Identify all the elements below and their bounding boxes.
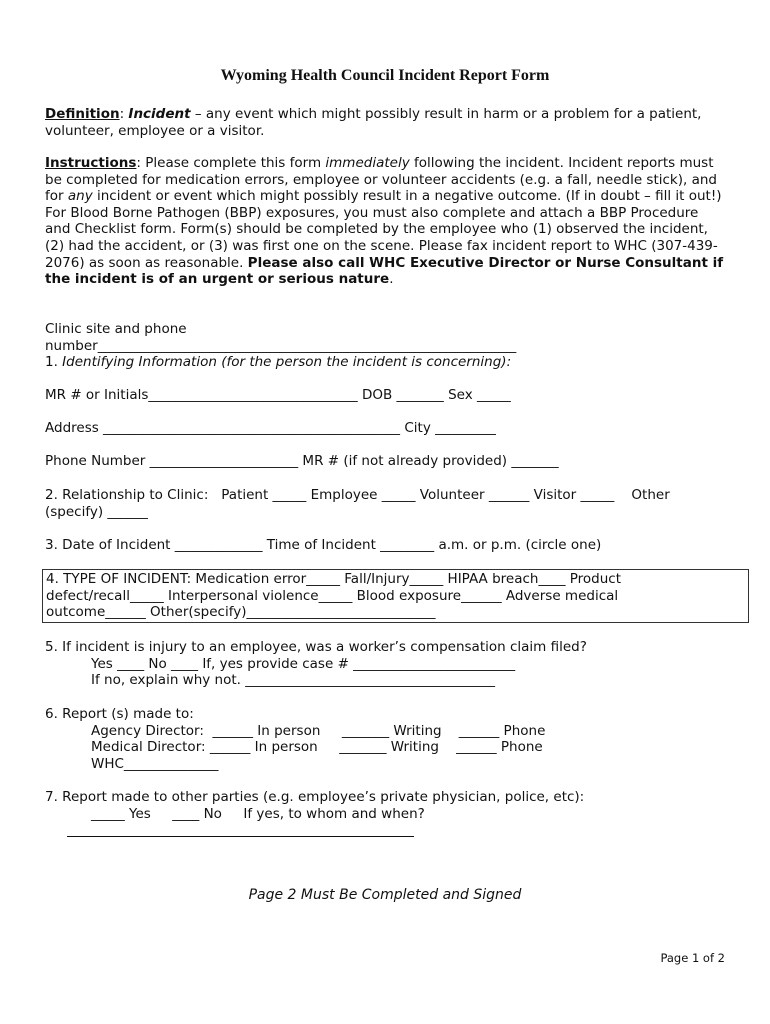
workers-comp-case-field[interactable]: Yes ____ No ____ If, yes provide case # ________________________: [91, 655, 516, 672]
instructions-block: [45, 155, 725, 288]
definition-term: Incident: [128, 106, 191, 122]
relationship-specify[interactable]: (specify) ______: [45, 503, 148, 520]
definition-block: Definition: Incident – any event which might possibly result in harm or a problem for a patient, volunteer, employee or a visitor.: [45, 106, 702, 139]
section-1-number: 1.: [45, 354, 63, 371]
instructions-text-3: incident or event which might possibly result in a negative outcome. (If in doubt – fill it out!) For Blood Borne Pathogen (BBP) exposures, you must also complete and attach a BBP Procedure and Checklist form. Form(s) should be completed by the employee who (1) observed the incident, (2) had the accident, or (3) was first one on the scene. Please fax incident report to WHC (307-439-2076) as soon as reasonable.: [45, 188, 722, 271]
mr-initials-dob-sex-field[interactable]: MR # or Initials_______________________________ DOB _______ Sex _____: [45, 387, 511, 403]
incident-type-line-1[interactable]: 4. TYPE OF INCIDENT: Medication error_____ Fall/Injury_____ HIPAA breach____ Product: [46, 571, 622, 587]
incident-type-line-2[interactable]: defect/recall_____ Interpersonal violence_____ Blood exposure______ Adverse medical: [46, 587, 619, 604]
other-parties-section[interactable]: [45, 789, 725, 822]
instructions-label: Instructions: [45, 155, 137, 171]
section-1-heading: [45, 354, 725, 371]
reports-made-section[interactable]: [45, 706, 725, 772]
instructions-text-2: following the incident. Incident reports must be completed for medication errors, employee or volunteer accidents (e.g. a fall, needle stick), and for: [45, 155, 718, 205]
page-number: Page 1 of 2: [660, 951, 725, 965]
reports-made-heading: 6. Report (s) made to:: [45, 706, 194, 722]
workers-comp-explain-field[interactable]: If no, explain why not. _____________________________________: [91, 672, 495, 689]
instructions-immediately: immediately: [325, 155, 410, 171]
incident-type-box[interactable]: [42, 569, 749, 623]
section-1-label: Identifying Information (for the person the incident is concerning):: [62, 354, 512, 371]
workers-comp-question: 5. If incident is injury to an employee, was a worker’s compensation claim filed?: [45, 639, 587, 655]
workers-comp-section[interactable]: [45, 639, 725, 689]
instructions-urgent-note: Please also call WHC Executive Director or Nurse Consultant if the incident is of an urgent or serious nature: [45, 254, 724, 288]
definition-label: Definition: [45, 106, 120, 122]
whc-row[interactable]: WHC______________: [91, 755, 219, 772]
clinic-label: Clinic site and phone: [45, 321, 187, 337]
page-2-note: Page 2 Must Be Completed and Signed: [248, 887, 522, 903]
clinic-number-line[interactable]: number______________________________________________________________: [45, 337, 517, 354]
instructions-any: any: [67, 188, 93, 205]
date-time-field[interactable]: 3. Date of Incident _____________ Time of Incident ________ a.m. or p.m. (circle one): [45, 537, 602, 553]
form-title: Wyoming Health Council Incident Report Form: [220, 67, 550, 84]
instructions-end: .: [389, 271, 394, 288]
agency-director-row[interactable]: Agency Director: ______ In person _______ Writing ______ Phone: [91, 722, 546, 739]
definition-text: – any event which might possibly result in harm or a problem for a patient, volunteer, employee or a visitor.: [45, 106, 702, 139]
other-parties-options[interactable]: _____ Yes ____ No If yes, to whom and when?: [91, 805, 425, 822]
other-parties-answer-line[interactable]: [67, 836, 414, 837]
incident-type-line-3[interactable]: outcome______ Other(specify)____________________________: [46, 604, 436, 621]
relationship-section[interactable]: [45, 487, 725, 520]
instructions-text-1: : Please complete this form: [136, 155, 326, 171]
phone-mr-field[interactable]: Phone Number ______________________ MR # (if not already provided) _______: [45, 453, 559, 469]
relationship-options[interactable]: 2. Relationship to Clinic: Patient _____ Employee _____ Volunteer ______ Visitor _____ Other: [45, 487, 670, 503]
medical-director-row[interactable]: Medical Director: ______ In person _______ Writing ______ Phone: [91, 739, 543, 756]
other-parties-question: 7. Report made to other parties (e.g. employee’s private physician, police, etc):: [45, 789, 585, 805]
address-city-field[interactable]: Address ____________________________________________ City _________: [45, 420, 496, 436]
clinic-field[interactable]: [45, 321, 725, 371]
